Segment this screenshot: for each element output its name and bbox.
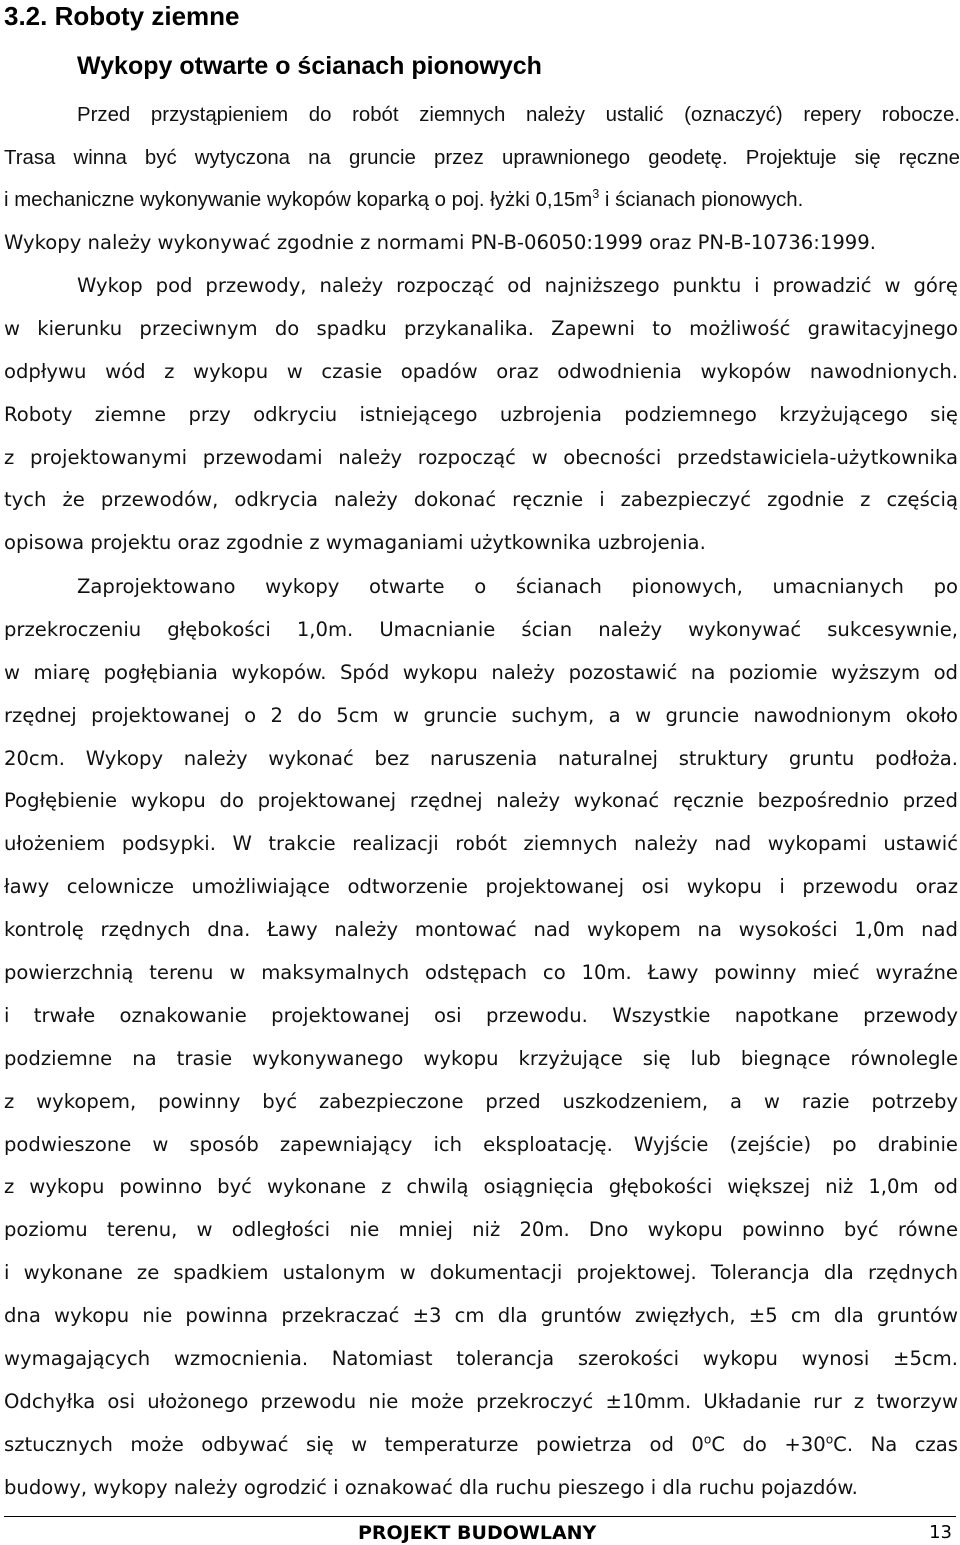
paragraph-trench-design <box>4 566 958 1510</box>
section-heading: 3.2. Roboty ziemne <box>4 1 240 31</box>
text-line: Pogłębienie wykopu do projektowanej rzędnej należy wykonać ręcznie bezpośrednio przed <box>4 789 958 813</box>
text-fragment: i mechaniczne wykonywanie wykopów koparką o poj. łyżki 0,15m <box>4 189 593 211</box>
page-number: 13 <box>929 1522 952 1543</box>
footer-title: PROJEKT BUDOWLANY <box>358 1522 597 1544</box>
text-line: Trasa winna być wytyczona na gruncie przez uprawnionego geodetę. Projektuje się ręczne <box>4 146 960 169</box>
text-fragment: i ścianach pionowych. <box>599 189 804 211</box>
text-line: Odchyłka osi ułożonego przewodu nie może przekroczyć ±10mm. Układanie rur z tworzyw <box>4 1389 958 1413</box>
text-line: opisowa projektu oraz zgodnie z wymaganiami użytkownika uzbrojenia. <box>4 531 706 555</box>
text-line: dna wykopu nie powinna przekraczać ±3 cm dla gruntów zwięzłych, ±5 cm dla gruntów <box>4 1304 958 1328</box>
text-line: podwieszone w sposób zapewniający ich eksploatację. Wyjście (zejście) po drabinie <box>4 1132 958 1156</box>
text-line: w kierunku przeciwnym do spadku przykanalika. Zapewni to możliwość grawitacyjnego <box>4 316 958 340</box>
subsection-heading: Wykopy otwarte o ścianach pionowych <box>77 52 542 80</box>
text-fragment: sztucznych może odbywać się w temperaturze powietrza od 0 <box>4 1432 704 1456</box>
degree-superscript: o <box>825 1432 834 1447</box>
text-line: z wykopu powinno być wykonane z chwilą osiągnięcia głębokości większej niż 1,0m od <box>4 1175 958 1199</box>
text-line <box>4 1424 958 1467</box>
paragraph-norms <box>4 222 958 265</box>
text-line: budowy, wykopy należy ogrodzić i oznakować dla ruchu pieszego i dla ruchu pojazdów. <box>4 1475 858 1499</box>
text-line: Zaprojektowano wykopy otwarte o ścianach pionowych, umacnianych po <box>77 575 958 598</box>
text-line <box>4 179 960 222</box>
text-line: i trwałe oznakowanie projektowanej osi przewodu. Wszystkie napotkane przewody <box>4 1003 958 1027</box>
text-line: odpływu wód z wykopu w czasie opadów oraz odwodnienia wykopów nawodnionych. <box>4 359 958 383</box>
superscript: 3 <box>592 187 600 202</box>
text-line: tych że przewodów, odkrycia należy dokonać ręcznie i zabezpieczyć zgodnie z częścią <box>4 488 958 512</box>
text-line: Roboty ziemne przy odkryciu istniejącego uzbrojenia podziemnego krzyżującego się <box>4 402 958 426</box>
text-line: rzędnej projektowanej o 2 do 5cm w gruncie suchym, a w gruncie nawodnionym około <box>4 703 958 727</box>
text-line: powierzchnią terenu w maksymalnych odstępach co 10m. Ławy powinny mieć wyraźne <box>4 961 958 985</box>
text-fragment: C do +30 <box>711 1432 826 1456</box>
text-line: podziemne na trasie wykonywanego wykopu krzyżujące się lub biegnące równolegle <box>4 1046 958 1070</box>
degree-superscript: o <box>703 1432 712 1447</box>
text-fragment: C. Na czas <box>833 1432 958 1456</box>
paragraph-trench-start <box>4 265 958 565</box>
text-line: Wykop pod przewody, należy rozpocząć od najniższego punktu i prowadzić w górę <box>77 274 958 297</box>
text-line: przekroczeniu głębokości 1,0m. Umacnianie ścian należy wykonywać sukcesywnie, <box>4 617 958 641</box>
text-line: ławy celownicze umożliwiające odtworzenie projektowanej osi wykopu i przewodu oraz <box>4 875 958 899</box>
text-line: z projektowanymi przewodami należy rozpocząć w obecności przedstawiciela-użytkownika <box>4 445 958 469</box>
footer-divider <box>4 1516 956 1517</box>
text-line: ułożeniem podsypki. W trakcie realizacji robót ziemnych należy nad wykopami ustawić <box>4 832 958 856</box>
text-line: Wykopy należy wykonywać zgodnie z normami PN-B-06050:1999 oraz PN-B-10736:1999. <box>4 231 876 254</box>
intro-paragraph <box>4 94 960 222</box>
text-line: i wykonane ze spadkiem ustalonym w dokumentacji projektowej. Tolerancja dla rzędnych <box>4 1261 958 1285</box>
text-line: wymagających wzmocnienia. Natomiast tolerancja szerokości wykopu wynosi ±5cm. <box>4 1347 958 1371</box>
text-line: w miarę pogłębiania wykopów. Spód wykopu należy pozostawić na poziomie wyższym od <box>4 660 958 684</box>
text-line: Przed przystąpieniem do robót ziemnych należy ustalić (oznaczyć) repery robocze. <box>77 104 960 126</box>
text-line: 20cm. Wykopy należy wykonać bez naruszenia naturalnej struktury gruntu podłoża. <box>4 746 958 770</box>
text-line: kontrolę rzędnych dna. Ławy należy montować nad wykopem na wysokości 1,0m nad <box>4 918 958 942</box>
text-line: z wykopem, powinny być zabezpieczone przed uszkodzeniem, a w razie potrzeby <box>4 1089 958 1113</box>
text-line: poziomu terenu, w odległości nie mniej niż 20m. Dno wykopu powinno być równe <box>4 1218 958 1242</box>
